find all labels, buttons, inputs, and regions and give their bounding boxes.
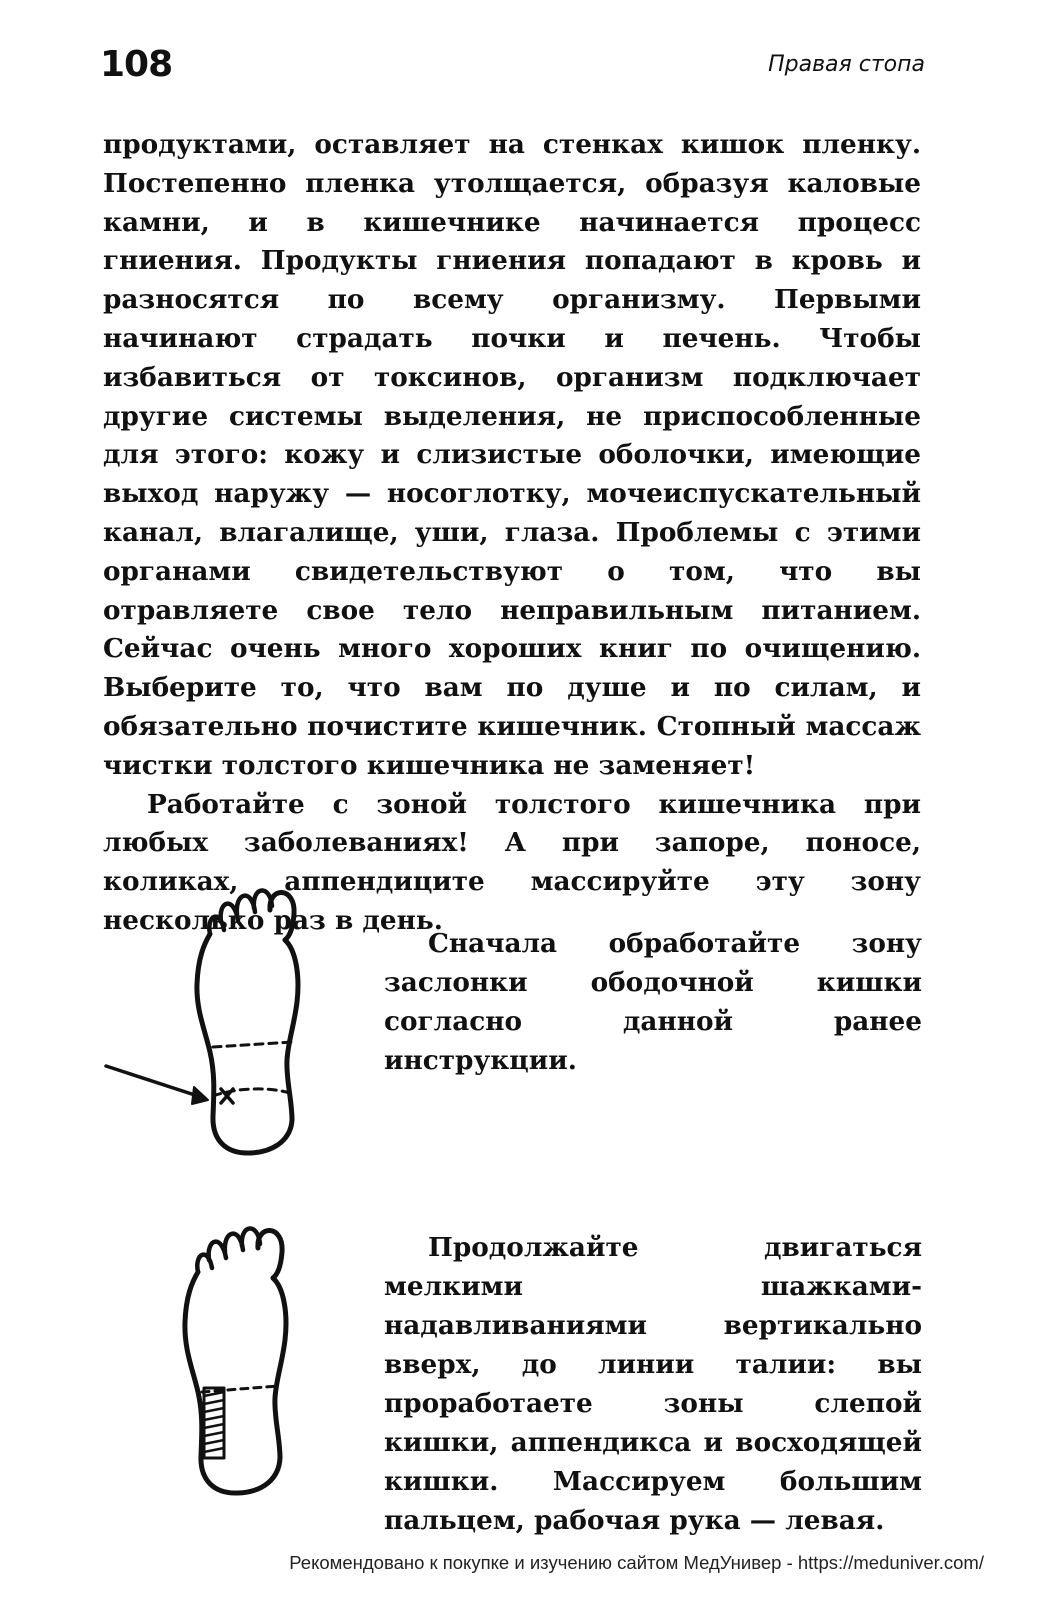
foot-diagram-1 bbox=[100, 884, 320, 1164]
foot-diagram-2 bbox=[180, 1222, 300, 1506]
foot-outline-hatched-icon bbox=[180, 1222, 300, 1506]
paragraph-continuation: продуктами, оставляет на стенках кишок пленку. Постепенно пленка утолщается, образуя каловые камни, и в кишечнике начинается процесс гниения. Продукты гниения попадают в кровь и разносятся по всему организму. Первыми начинают страдать почки и печень. Чтобы избавиться от токсинов, организм подключает другие системы выделения, не приспособленные для этого: кожу и слизистые оболочки, имеющие выход наружу — носоглотку, мочеиспускательный канал, влагалище, уши, глаза. Проблемы с этими органами свидетельствуют о том, что вы отравляете свое тело неправильным питанием. Сейчас очень много хороших книг по очищению. Выберите то, что вам по душе и по силам, и обязательно почистите кишечник. Стопный массаж чистки толстого кишечника не заменяет! bbox=[103, 129, 921, 781]
running-head: Правая стопа bbox=[768, 52, 925, 77]
main-text bbox=[103, 126, 921, 941]
page-header bbox=[100, 44, 925, 94]
figure-2-caption: Продолжайте двигаться мелкими шажками-надавливаниями вертикально вверх, до линии талии: вы проработаете зоны слепой кишки, аппендикса и восходящей кишки. Массируем большим пальцем, рабочая рука — левая. bbox=[384, 1232, 922, 1536]
paragraph-instruction: Работайте с зоной толстого кишечника при любых заболеваниях! А при запоре, поносе, коликах, аппендиците массируйте эту зону несколько раз в день. bbox=[103, 788, 921, 936]
page-number: 108 bbox=[100, 44, 173, 85]
foot-outline-arrow-icon bbox=[100, 884, 320, 1164]
figure-1-caption: Сначала обработайте зону заслонки ободочной кишки согласно данной ранее инструкции. bbox=[384, 928, 922, 1076]
footer-watermark: Рекомендовано к покупке и изучению сайтом МедУнивер - https://meduniver.com/ bbox=[289, 1552, 984, 1573]
